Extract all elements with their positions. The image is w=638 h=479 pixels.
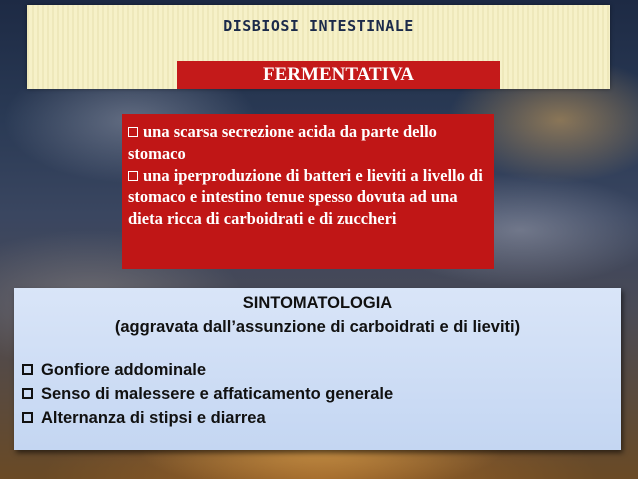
slide-title: DISBIOSI INTESTINALE <box>223 17 414 35</box>
symptoms-box <box>14 288 621 450</box>
cause-item <box>128 165 490 230</box>
title-box <box>27 5 610 89</box>
symptoms-heading: SINTOMATOLOGIA <box>242 294 393 312</box>
symptom-text: Gonfiore addominale <box>41 361 207 379</box>
symptoms-header <box>14 291 621 339</box>
cause-text: una scarsa secrezione acida da parte dello stomaco <box>128 122 437 163</box>
symptom-item <box>22 358 621 382</box>
symptoms-list <box>14 358 621 430</box>
checkbox-bullet-icon <box>128 127 138 137</box>
cause-text: una iperproduzione di batteri e lieviti a livello di stomaco e intestino tenue spesso dovuta ad una dieta ricca di carboidrati e di zuccheri <box>128 165 483 229</box>
checkbox-bullet-icon <box>22 364 33 375</box>
symptom-item <box>22 382 621 406</box>
checkbox-bullet-icon <box>128 171 138 181</box>
cause-item <box>128 121 490 165</box>
symptom-item <box>22 406 621 430</box>
checkbox-bullet-icon <box>22 388 33 399</box>
symptom-text: Alternanza di stipsi e diarrea <box>41 409 266 427</box>
slide-subtitle: FERMENTATIVA <box>177 61 500 89</box>
causes-box <box>122 114 494 269</box>
symptoms-subheading: (aggravata dall’assunzione di carboidrati e di lieviti) <box>114 318 521 336</box>
checkbox-bullet-icon <box>22 412 33 423</box>
symptom-text: Senso di malessere e affaticamento generale <box>41 385 394 403</box>
